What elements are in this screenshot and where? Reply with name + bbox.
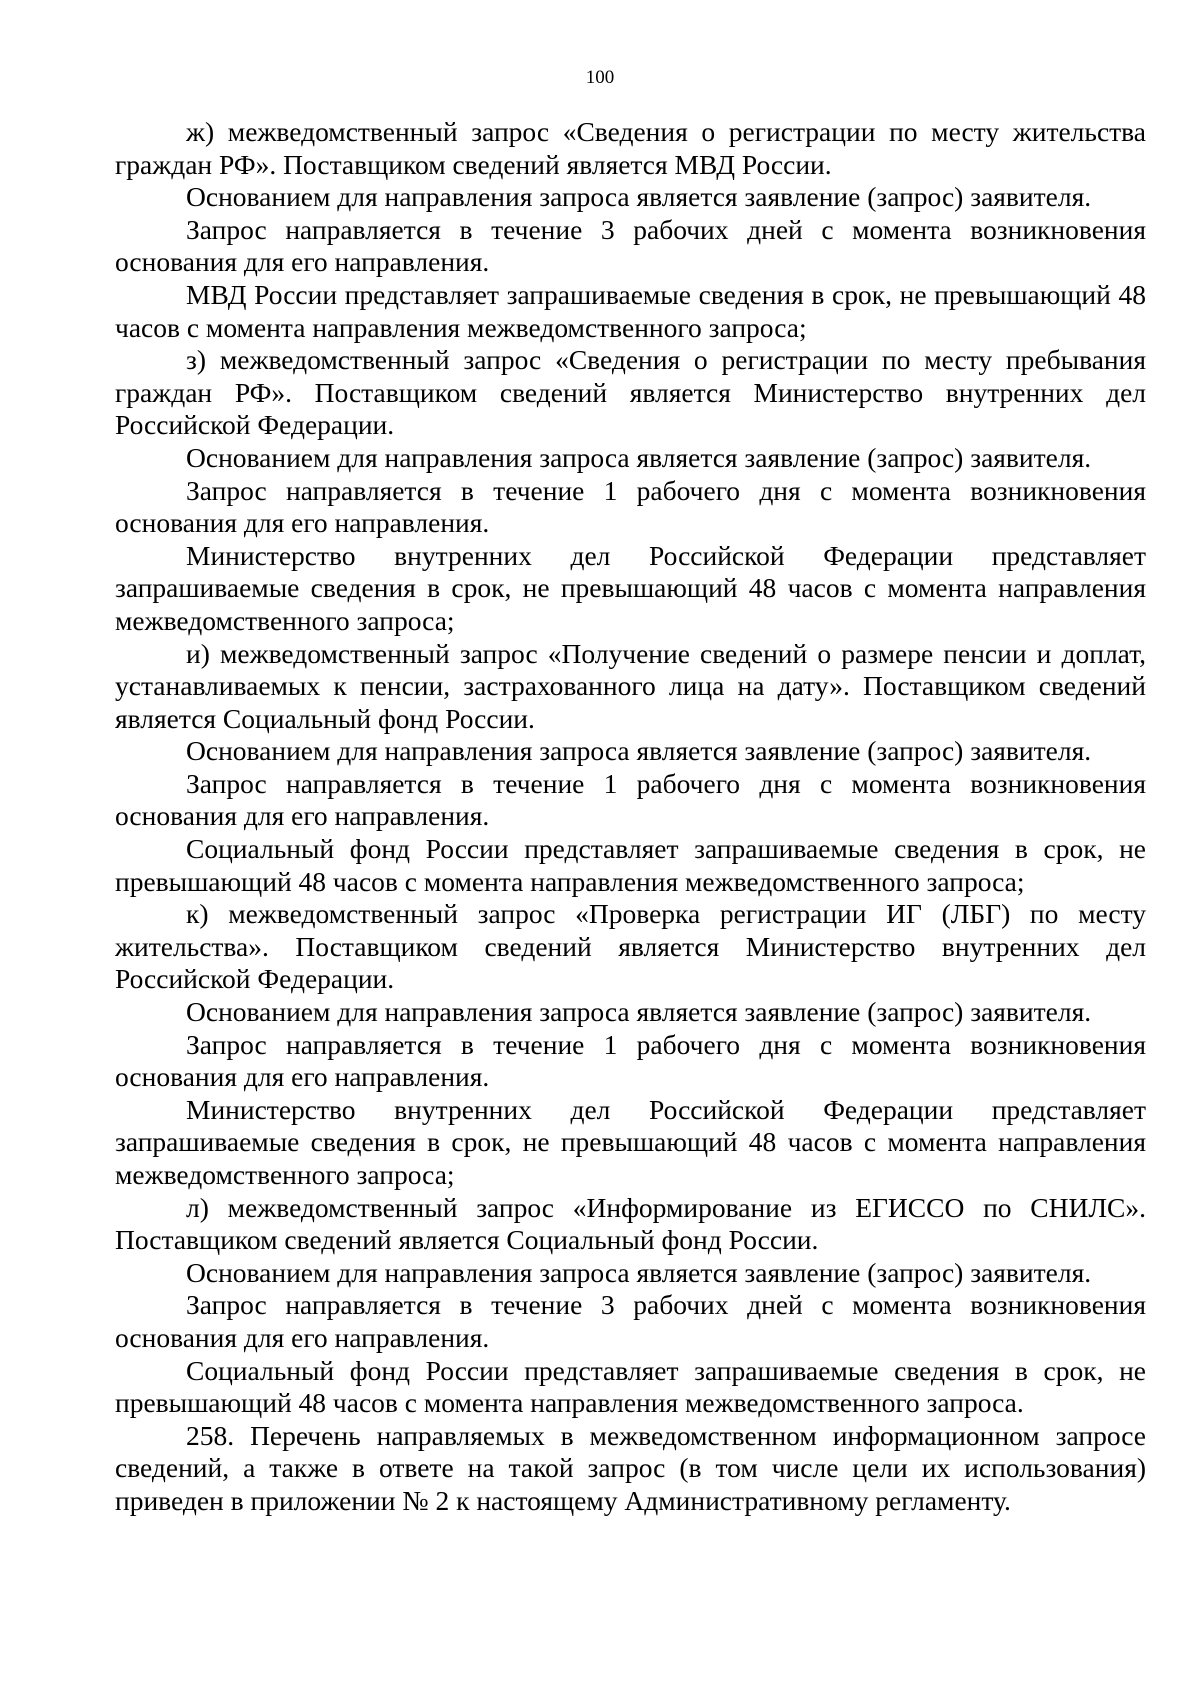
paragraph: л) межведомственный запрос «Информирование из ЕГИССО по СНИЛС». Поставщиком сведений является Социальный фонд России. bbox=[115, 1191, 1146, 1256]
paragraph: Министерство внутренних дел Российской Федерации представляет запрашиваемые сведения в срок, не превышающий 48 часов с момента направления межведомственного запроса; bbox=[115, 539, 1146, 636]
paragraph: Основанием для направления запроса является заявление (запрос) заявителя. bbox=[186, 181, 1092, 213]
paragraph: Запрос направляется в течение 1 рабочего дня с момента возникновения основания для его направления. bbox=[115, 767, 1146, 832]
paragraph: Социальный фонд России представляет запрашиваемые сведения в срок, не превышающий 48 часов с момента направления межведомственного запроса. bbox=[115, 1354, 1146, 1419]
paragraph: Запрос направляется в течение 3 рабочих дней с момента возникновения основания для его направления. bbox=[115, 213, 1146, 278]
paragraph: Основанием для направления запроса является заявление (запрос) заявителя. bbox=[186, 735, 1092, 767]
paragraph: Запрос направляется в течение 3 рабочих дней с момента возникновения основания для его направления. bbox=[115, 1289, 1146, 1353]
paragraph: Основанием для направления запроса является заявление (запрос) заявителя. bbox=[186, 996, 1092, 1028]
paragraph: Социальный фонд России представляет запрашиваемые сведения в срок, не превышающий 48 часов с момента направления межведомственного запроса; bbox=[115, 833, 1146, 897]
paragraph: Запрос направляется в течение 1 рабочего дня с момента возникновения основания для его направления. bbox=[115, 1028, 1146, 1093]
paragraph: Министерство внутренних дел Российской Федерации представляет запрашиваемые сведения в срок, не превышающий 48 часов с момента направления межведомственного запроса; bbox=[115, 1093, 1146, 1190]
paragraph: 258. Перечень направляемых в межведомственном информационном запросе сведений, а также в ответе на такой запрос (в том числе цели их использования) приведен в приложении № 2 к настоящему Административному регламенту. bbox=[115, 1419, 1146, 1516]
document-body bbox=[115, 116, 1146, 1518]
paragraph: з) межведомственный запрос «Сведения о регистрации по месту пребывания граждан РФ». Поставщиком сведений является Министерство внутренних дел Российской Федерации. bbox=[115, 344, 1146, 441]
paragraph: Основанием для направления запроса является заявление (запрос) заявителя. bbox=[186, 1256, 1092, 1288]
paragraph: Основанием для направления запроса является заявление (запрос) заявителя. bbox=[186, 441, 1092, 473]
paragraph: МВД России представляет запрашиваемые сведения в срок, не превышающий 48 часов с момента направления межведомственного запроса; bbox=[115, 278, 1146, 343]
paragraph: к) межведомственный запрос «Проверка регистрации ИГ (ЛБГ) по месту жительства». Поставщиком сведений является Министерство внутренних дел Российской Федерации. bbox=[115, 898, 1146, 995]
paragraph: Запрос направляется в течение 1 рабочего дня с момента возникновения основания для его направления. bbox=[115, 474, 1146, 539]
paragraph: и) межведомственный запрос «Получение сведений о размере пенсии и доплат, устанавливаемых к пенсии, застрахованного лица на дату». Поставщиком сведений является Социальный фонд России. bbox=[115, 637, 1146, 734]
paragraph: ж) межведомственный запрос «Сведения о регистрации по месту жительства граждан РФ». Поставщиком сведений является МВД России. bbox=[115, 116, 1146, 180]
page-number: 100 bbox=[585, 67, 615, 88]
